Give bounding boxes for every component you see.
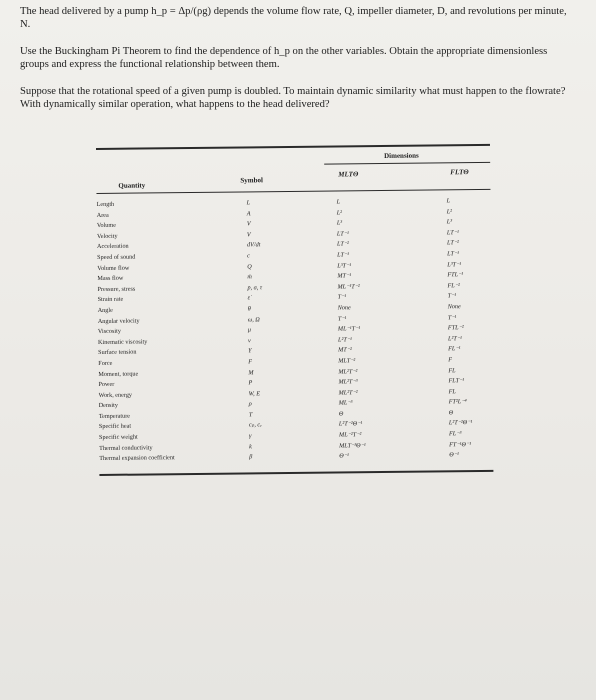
flt-column (447, 196, 494, 461)
quantity-cell: Length (96, 200, 115, 208)
symbol-cell: F (248, 358, 253, 366)
mlt-dimension-cell: MT⁻² (338, 346, 352, 354)
dimensions-rule (324, 162, 490, 165)
mlt-dimension-cell: MT⁻¹ (337, 272, 352, 280)
quantity-header: Quantity (118, 181, 146, 190)
quantity-cell: Thermal conductivity (99, 444, 153, 452)
flt-dimension-cell: FT⁻¹Θ⁻¹ (449, 440, 472, 448)
mlt-dimension-cell: ML²T⁻³ (338, 378, 358, 386)
flt-dimension-cell: LT⁻¹ (447, 250, 460, 258)
mlt-dimension-cell: ML⁻¹T⁻² (337, 282, 360, 291)
quantity-cell: Viscosity (97, 327, 121, 336)
flt-dimension-cell: FLT⁻¹ (448, 377, 465, 385)
flt-dimension-cell: None (447, 303, 461, 311)
symbol-cell: cₚ, cᵥ (248, 421, 262, 429)
symbol-cell: k (249, 443, 252, 451)
mlt-dimension-cell: L³ (336, 219, 343, 227)
quantity-cell: Acceleration (96, 243, 129, 251)
mlt-header: MLTΘ (338, 170, 359, 179)
symbol-cell: ε̇ (247, 294, 251, 302)
flt-dimension-cell: FL⁻³ (448, 430, 462, 438)
quantity-cell: Surface tension (98, 348, 137, 357)
flt-dimension-cell: Θ (448, 409, 454, 417)
dimensions-table (96, 144, 494, 490)
flt-dimension-cell: L²T⁻¹ (447, 334, 462, 343)
symbol-cell: M (248, 368, 254, 376)
flt-dimension-cell: LT⁻¹ (446, 228, 459, 237)
flt-dimension-cell: FT²L⁻⁴ (448, 398, 467, 406)
mlt-dimension-cell: ML²T⁻² (338, 388, 358, 397)
flt-dimension-cell: L (446, 197, 451, 205)
flt-dimension-cell: Θ⁻¹ (449, 451, 459, 459)
symbol-cell: A (246, 209, 251, 218)
mlt-dimension-cell: ML²T⁻² (338, 367, 358, 375)
similarity-question: Suppose that the rotational speed of a given pump is doubled. To maintain dynamic similarity what must happen to the flowrate? With dynamically similar operation, what happens to the head delivered? (20, 86, 566, 111)
table-top-rule (96, 144, 490, 150)
table-bottom-rule (99, 470, 493, 476)
mlt-dimension-cell: LT⁻¹ (336, 230, 349, 238)
quantity-cell: Moment, torque (98, 370, 139, 378)
symbol-cell: W, E (248, 389, 261, 398)
flt-dimension-cell: T⁻¹ (447, 292, 457, 300)
quantity-cell: Speed of sound (97, 253, 136, 261)
quantity-cell: Strain rate (97, 296, 124, 304)
flt-dimension-cell: FL⁻² (447, 281, 460, 290)
flt-dimension-cell: LT⁻² (446, 239, 459, 247)
symbol-column (247, 198, 280, 463)
mlt-dimension-cell: L³T⁻¹ (337, 261, 352, 270)
mlt-dimension-cell: None (337, 304, 351, 312)
quantity-cell: Volume (96, 221, 116, 230)
symbol-cell: ν (247, 337, 251, 345)
mlt-column (337, 197, 400, 462)
quantity-cell: Area (96, 211, 109, 219)
symbol-cell: L (246, 199, 251, 207)
flt-dimension-cell: FL (448, 366, 456, 374)
problem-statement: The head delivered by a pump h_p = Δp/(ρg) depends the volume flow rate, Q, impeller diameter, D, and revolutions per minute, N. (20, 6, 567, 31)
symbol-cell: ρ (248, 400, 252, 408)
quantity-column (97, 199, 230, 465)
mlt-dimension-cell: LT⁻² (336, 240, 349, 248)
quantity-cell: Mass flow (97, 274, 124, 283)
quantity-cell: Power (98, 380, 115, 389)
symbol-cell: Q (247, 262, 252, 270)
quantity-cell: Kinematic viscosity (97, 338, 148, 346)
symbol-cell: V (246, 220, 251, 228)
mlt-dimension-cell: Θ⁻¹ (339, 452, 349, 460)
symbol-cell: Y (248, 347, 252, 355)
quantity-cell: Specific weight (98, 433, 138, 442)
symbol-cell: γ (248, 432, 252, 440)
quantity-cell: Specific heat (98, 423, 132, 431)
symbol-cell: c (247, 252, 250, 260)
flt-dimension-cell: FL⁻¹ (448, 345, 461, 353)
flt-dimension-cell: FL (448, 387, 456, 396)
mlt-dimension-cell: L²T⁻²Θ⁻¹ (338, 420, 363, 428)
symbol-cell: ω, Ω (247, 315, 260, 323)
mlt-dimension-cell: ML⁻¹T⁻¹ (337, 325, 361, 333)
quantity-cell: Force (98, 359, 113, 367)
header-rule (96, 189, 490, 194)
mlt-dimension-cell: T⁻¹ (337, 293, 347, 301)
quantity-cell: Temperature (98, 412, 131, 420)
quantity-cell: Density (98, 402, 118, 410)
mlt-dimension-cell: ML⁻²T⁻² (338, 431, 362, 439)
mlt-dimension-cell: LT⁻¹ (337, 251, 350, 259)
quantity-cell: Angular velocity (97, 317, 140, 325)
dimensions-header: Dimensions (384, 151, 419, 160)
mlt-dimension-cell: L² (336, 209, 343, 217)
mlt-dimension-cell: MLT⁻² (338, 357, 356, 365)
flt-header: FLTΘ (450, 168, 469, 177)
flt-dimension-cell: L³ (446, 218, 453, 226)
mlt-dimension-cell: MLT⁻³Θ⁻¹ (339, 441, 366, 450)
symbol-cell: dV/dt (246, 241, 261, 249)
mlt-dimension-cell: Θ (338, 410, 344, 418)
flt-dimension-cell: FTL⁻² (447, 324, 464, 332)
quantity-cell: Thermal expansion coefficient (99, 454, 175, 463)
mlt-dimension-cell: L (336, 198, 341, 206)
mlt-dimension-cell: L²T⁻¹ (337, 336, 352, 344)
quantity-cell: Volume flow (97, 264, 130, 272)
symbol-cell: ṁ (247, 273, 252, 281)
symbol-cell: β (249, 453, 253, 461)
flt-dimension-cell: L² (446, 207, 453, 215)
symbol-cell: T (248, 411, 253, 419)
flt-dimension-cell: T⁻¹ (447, 313, 457, 321)
quantity-cell: Velocity (96, 232, 118, 240)
flt-dimension-cell: FTL⁻¹ (447, 271, 464, 279)
task-instructions: Use the Buckingham Pi Theorem to find the dependence of h_p on the other variables. Obtain the appropriate dimensionless groups and express the functional relationship between them. (20, 46, 548, 71)
symbol-cell: P (248, 379, 253, 387)
flt-dimension-cell: F (448, 356, 453, 364)
symbol-header: Symbol (240, 176, 263, 185)
symbol-cell: θ (247, 305, 251, 313)
symbol-cell: μ (247, 326, 252, 334)
symbol-cell: V (246, 231, 251, 239)
mlt-dimension-cell: T⁻¹ (337, 314, 347, 323)
flt-dimension-cell: L²T⁻²Θ⁻¹ (448, 419, 473, 427)
quantity-cell: Pressure, stress (97, 285, 136, 293)
mlt-dimension-cell: ML⁻³ (338, 399, 353, 407)
flt-dimension-cell: L³T⁻¹ (447, 260, 462, 268)
quantity-cell: Work, energy (98, 391, 133, 399)
symbol-cell: p, σ, τ (247, 284, 263, 292)
quantity-cell: Angle (97, 306, 113, 314)
